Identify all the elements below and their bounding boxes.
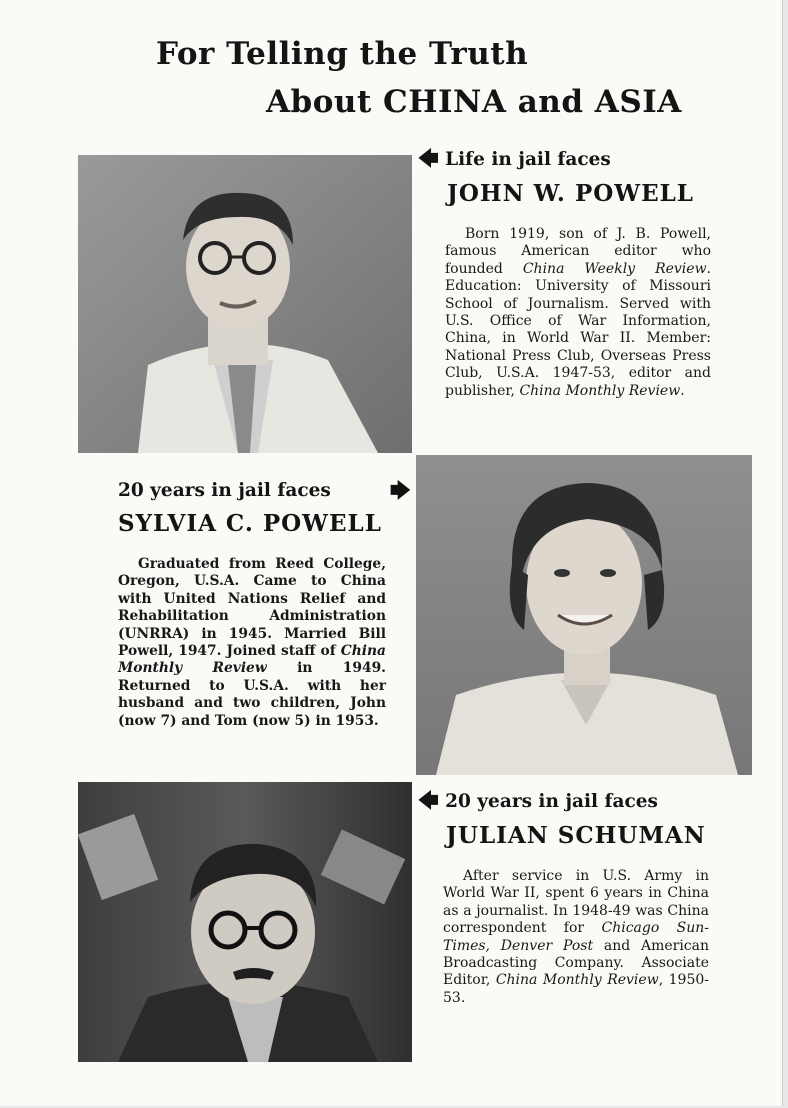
profile-1-bio: [445, 226, 711, 400]
bio-text-run: . Education: University of Missouri School of Journalism. Served with U.S. Office of War Information, China, in World War II. Member: National Press Club, Overseas Press Club, U.S.A. 1947-53, editor and publisher,: [445, 260, 711, 399]
bio-text-run: After service in U.S. Army in World War II, spent 6 years in China as a journalist. In 1948-49 was China correspondent for: [443, 868, 709, 937]
profile-2-bio: [118, 556, 386, 730]
kicker-text: 20 years in jail faces: [118, 480, 331, 501]
arrow-left-icon: 🡄: [418, 788, 439, 812]
bio-paragraph: [118, 556, 386, 730]
arrow-right-icon: 🡆: [390, 478, 411, 502]
page-title-line-2: About CHINA and ASIA: [266, 84, 682, 120]
bio-text-run: .: [680, 382, 685, 399]
profile-3-kicker: [418, 790, 658, 812]
profile-3-name: JULIAN SCHUMAN: [446, 822, 706, 849]
kicker-text: Life in jail faces: [445, 149, 611, 170]
bio-text-run: , 1950-53.: [443, 972, 709, 1006]
bio-italic-run: Chicago Sun-Times, Denver Post: [443, 920, 710, 954]
profile-2-name: SYLVIA C. POWELL: [118, 510, 382, 537]
bio-paragraph: [445, 226, 711, 400]
bio-text-run: and American Broadcasting Company. Associate Editor,: [443, 937, 709, 989]
profile-1-kicker: [418, 148, 611, 170]
bio-text-run: in 1949. Returned to U.S.A. with her husband and two children, John (now 7) and Tom (now 5) in 1953.: [118, 660, 386, 729]
portrait-sylvia-c-powell: [416, 455, 752, 775]
portrait-john-w-powell: [78, 155, 412, 453]
profile-2-kicker: [118, 480, 331, 501]
portrait-julian-schuman: [78, 782, 412, 1062]
bio-paragraph: [443, 868, 709, 1007]
bio-italic-run: China Monthly Review: [495, 972, 659, 989]
profile-1-name: JOHN W. POWELL: [447, 180, 694, 207]
bio-text-run: Graduated from Reed College, Oregon, U.S.A. Came to China with United Nations Relief and Rehabilitation Administration (UNRRA) in 1945. Married Bill Powell, 1947. Joined staff of: [118, 556, 386, 660]
page-title-line-1: For Telling the Truth: [156, 36, 529, 72]
bio-text-run: Born 1919, son of J. B. Powell, famous American editor who founded: [445, 226, 711, 277]
bio-italic-run: China Monthly Review: [118, 643, 386, 677]
bio-italic-run: China Weekly Review: [522, 260, 707, 277]
bio-italic-run: China Monthly Review: [519, 382, 681, 399]
kicker-text: 20 years in jail faces: [445, 791, 658, 812]
arrow-left-icon: 🡄: [418, 146, 439, 170]
profile-3-bio: [443, 868, 709, 1007]
